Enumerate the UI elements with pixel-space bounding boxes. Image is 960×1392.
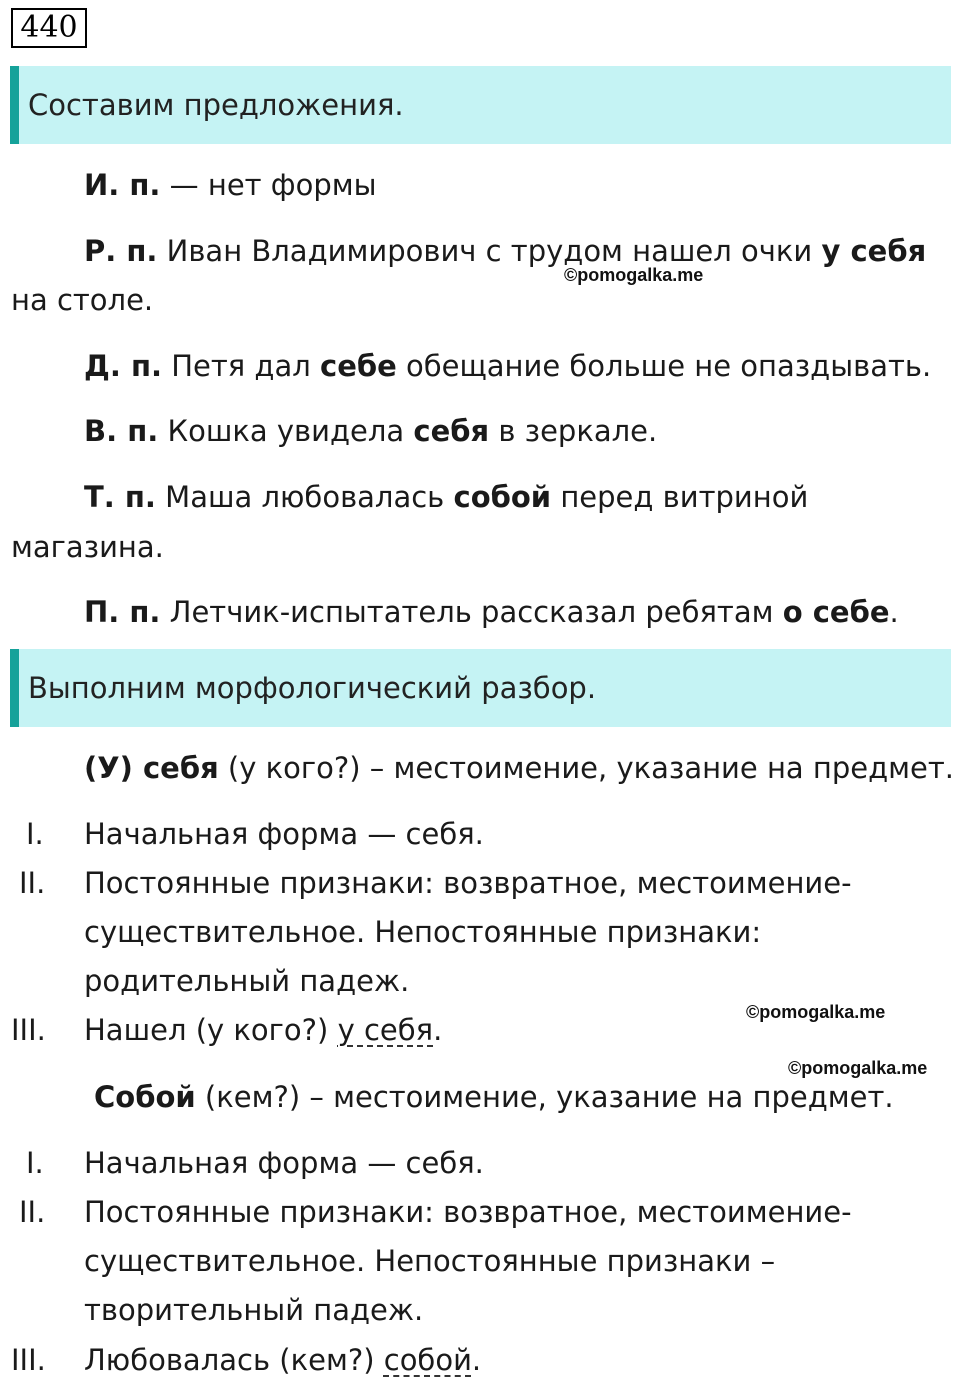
pronoun-highlight: о себе [782, 595, 890, 629]
sentence-tp-cont: магазина. [11, 530, 164, 564]
analysis2-heading [94, 1077, 894, 1117]
sentence-tp [84, 477, 808, 517]
sentence-text: Иван Владимирович с трудом нашел очки [157, 234, 822, 268]
item-number: III. [11, 1013, 46, 1047]
item-text: Постоянные признаки: возвратное, местоимение- [84, 1195, 852, 1229]
item-text: Начальная форма — себя. [84, 1146, 484, 1180]
sentence-ip [84, 165, 377, 205]
sentence-text: Маша любовалась [155, 480, 454, 514]
sentence-text: обещание больше не опаздывать. [396, 349, 932, 383]
watermark: ©pomogalka.me [746, 1002, 886, 1022]
case-label: П. п. [84, 595, 161, 629]
task-number: 440 [11, 8, 87, 48]
sentence-rp-cont: на столе. [11, 283, 154, 317]
sentence-pp [84, 592, 899, 632]
section-title-morph: Выполним морфологический разбор. [10, 649, 951, 727]
item-text: родительный падеж. [84, 964, 410, 998]
sentence-text: перед витриной [551, 480, 809, 514]
sentence-text: Петя дал [162, 349, 320, 383]
case-label: В. п. [84, 414, 159, 448]
pronoun-highlight: себе [320, 349, 397, 383]
underlined-pronoun: собой [383, 1343, 472, 1377]
item-number: I. [26, 1146, 44, 1180]
sentence-text: Летчик-испытатель рассказал ребятам [160, 595, 783, 629]
watermark: ©pomogalka.me [788, 1058, 928, 1078]
case-label: И. п. [84, 168, 161, 202]
item-number: II. [19, 866, 46, 900]
sentence-text: — нет формы [160, 168, 377, 202]
pronoun-highlight: собой [453, 480, 552, 514]
item-text [84, 1340, 481, 1380]
item-text: творительный падеж. [84, 1293, 424, 1327]
sentence-dp [84, 346, 931, 386]
item-text-pre: Нашел (у кого?) [84, 1013, 338, 1047]
section-title-sentences: Составим предложения. [10, 66, 951, 144]
case-label: Д. п. [84, 349, 162, 383]
analysis1-heading [84, 748, 954, 788]
item-text-post: . [471, 1343, 482, 1377]
item-text-post: . [433, 1013, 443, 1047]
analysis-word: Собой [94, 1080, 196, 1114]
item-text: существительное. Непостоянные признаки – [84, 1244, 776, 1278]
pronoun-highlight: у себя [821, 234, 927, 268]
item-text-pre: Любовалась (кем?) [84, 1343, 384, 1377]
analysis-word: (У) себя [84, 751, 219, 785]
case-label: Р. п. [84, 234, 158, 268]
sentence-vp [84, 411, 657, 451]
item-number: II. [19, 1195, 46, 1229]
watermark: ©pomogalka.me [564, 265, 704, 285]
analysis-description: (кем?) – местоимение, указание на предмет. [195, 1080, 894, 1114]
item-text: Постоянные признаки: возвратное, местоимение- [84, 866, 852, 900]
item-text [84, 1010, 442, 1050]
analysis-description: (у кого?) – местоимение, указание на предмет. [218, 751, 954, 785]
item-text: существительное. Непостоянные признаки: [84, 915, 762, 949]
item-text: Начальная форма — себя. [84, 817, 484, 851]
sentence-text: Кошка увидела [158, 414, 414, 448]
item-number: I. [26, 817, 44, 851]
sentence-rp [84, 231, 926, 271]
case-label: Т. п. [84, 480, 156, 514]
sentence-text: в зеркале. [489, 414, 658, 448]
pronoun-highlight: себя [413, 414, 490, 448]
sentence-text: . [889, 595, 899, 629]
item-number: III. [11, 1343, 46, 1377]
underlined-pronoun: у себя [337, 1013, 434, 1047]
